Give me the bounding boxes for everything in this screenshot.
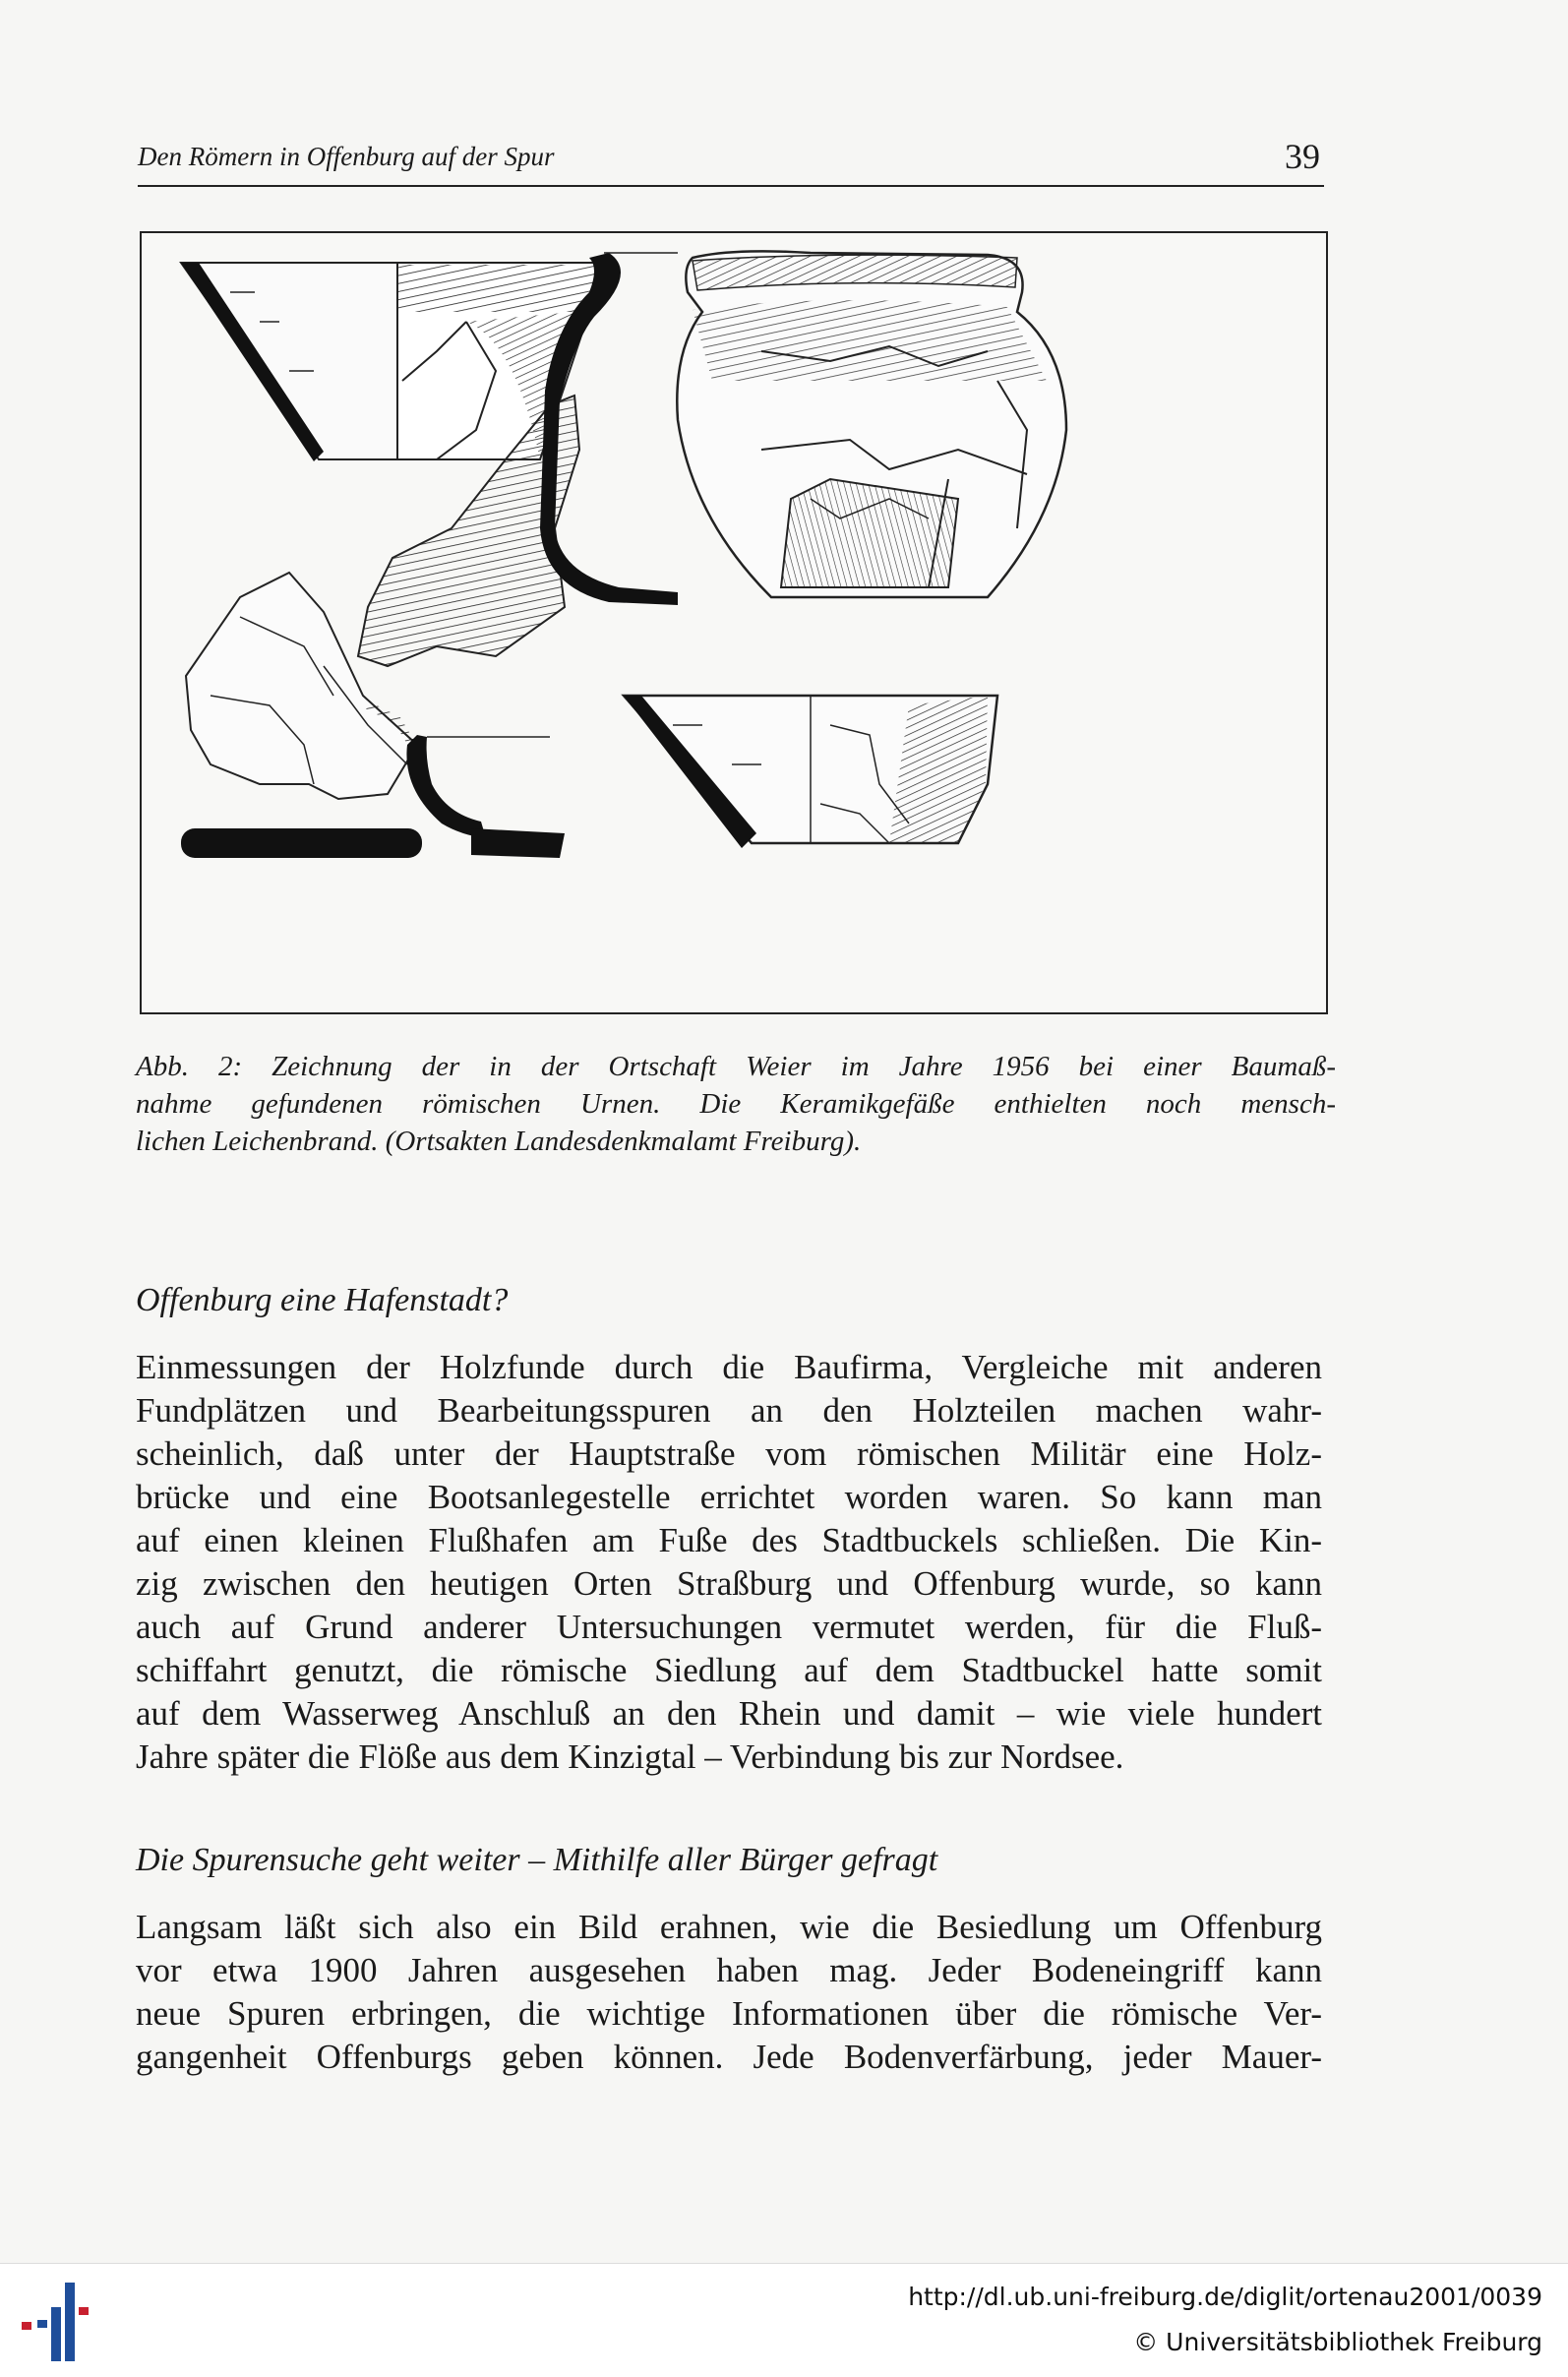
caption-line: nahme gefundenen römischen Urnen. Die Keramikgefäße enthielten noch mensch- xyxy=(136,1088,1336,1120)
paragraph-hafenstadt xyxy=(136,1346,1322,1779)
text-line: zig zwischen den heutigen Orten Straßburg und Offenburg wurde, so kann xyxy=(136,1564,1322,1603)
text-line: Jahre später die Flöße aus dem Kinzigtal – Verbindung bis zur Nordsee. xyxy=(136,1737,1124,1776)
running-head xyxy=(138,136,1324,187)
text-line: vor etwa 1900 Jahren ausgesehen haben mag. Jeder Bodeneingriff kann xyxy=(136,1951,1322,1989)
text-line: Einmessungen der Holzfunde durch die Baufirma, Vergleiche mit anderen xyxy=(136,1348,1322,1386)
section-heading-spurensuche: Die Spurensuche geht weiter – Mithilfe aller Bürger gefragt xyxy=(136,1842,938,1878)
viewer-footer xyxy=(0,2263,1568,2377)
page-number: 39 xyxy=(1285,137,1320,176)
paragraph-spurensuche xyxy=(136,1906,1322,2079)
figure-caption xyxy=(136,1048,1336,1160)
text-line: auch auf Grund anderer Untersuchungen vermutet werden, für die Fluß- xyxy=(136,1608,1322,1646)
text-line: neue Spuren erbringen, die wichtige Informationen über die römische Ver- xyxy=(136,1994,1322,2033)
permalink-url[interactable]: http://dl.ub.uni-freiburg.de/diglit/ortenau2001/0039 xyxy=(908,2283,1542,2311)
figure-pottery-drawing xyxy=(140,231,1328,1014)
text-line: auf dem Wasserweg Anschluß an den Rhein und damit – wie viele hundert xyxy=(136,1694,1322,1733)
text-line: scheinlich, daß unter der Hauptstraße vom römischen Militär eine Holz- xyxy=(136,1434,1322,1473)
running-title: Den Römern in Offenburg auf der Spur xyxy=(138,142,555,171)
text-line: gangenheit Offenburgs geben können. Jede Bodenverfärbung, jeder Mauer- xyxy=(136,2038,1322,2076)
profile-bottom-center xyxy=(406,735,565,858)
pottery-illustration xyxy=(142,233,1326,1012)
bowl-bottom-right xyxy=(624,696,997,848)
section-heading-hafenstadt: Offenburg eine Hafenstadt? xyxy=(136,1282,509,1318)
text-line: schiffahrt genutzt, die römische Siedlung auf dem Stadtbuckel hatte somit xyxy=(136,1651,1322,1689)
text-line: Fundplätzen und Bearbeitungsspuren an den Holzteilen machen wahr- xyxy=(136,1391,1322,1430)
text-line: Langsam läßt sich also ein Bild erahnen, wie die Besiedlung um Offenburg xyxy=(136,1908,1322,1946)
text-line: brücke und eine Bootsanlegestelle errichtet worden waren. So kann man xyxy=(136,1478,1322,1516)
jar-top-right xyxy=(677,251,1066,597)
caption-line: lichen Leichenbrand. (Ortsakten Landesdenkmalamt Freiburg). xyxy=(136,1126,862,1157)
caption-line: Abb. 2: Zeichnung der in der Ortschaft Weier im Jahre 1956 bei einer Baumaß- xyxy=(136,1051,1336,1082)
copyright-notice: © Universitätsbibliothek Freiburg xyxy=(1133,2328,1542,2356)
ub-freiburg-logo-icon xyxy=(20,2273,98,2361)
text-line: auf einen kleinen Flußhafen am Fuße des Stadtbuckels schließen. Die Kin- xyxy=(136,1521,1322,1559)
